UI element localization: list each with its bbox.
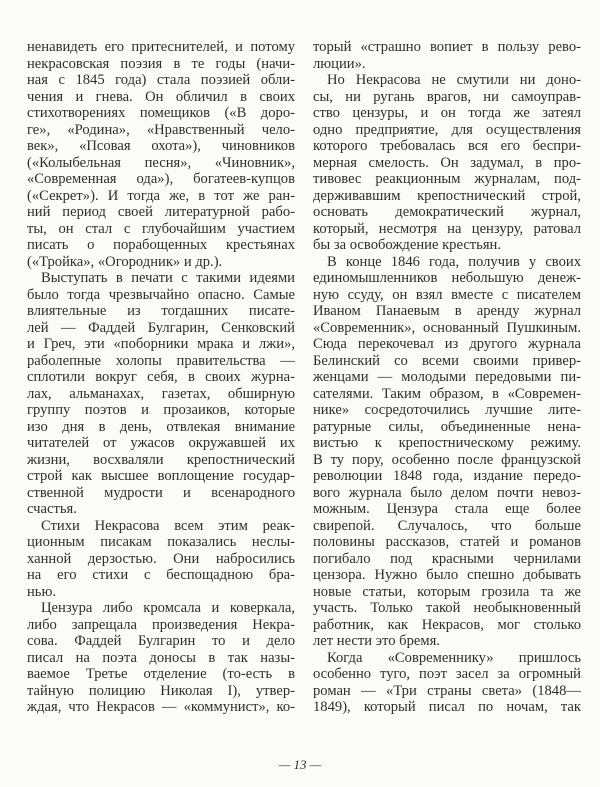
text-line: участь. Только такой необыкновенный (313, 600, 581, 616)
text-line: нью. (27, 583, 57, 600)
text-line: ную ссуду, он взял вместе с писателем (313, 286, 581, 303)
text-line: ваемое Третье отделение (то-есть в (27, 666, 295, 682)
text-line: ты, он стал с глубочайшим участием (27, 220, 295, 237)
text-line: ная с 1845 года) стала поэзией обли- (27, 72, 295, 88)
text-line: влиятельные из тогдашних писате- (27, 303, 295, 319)
text-line: особенно туго, поэт засел за огромный (313, 666, 581, 682)
text-line: ний период своей литературной рабо- (27, 204, 295, 220)
text-line: некрасовская поэзия в те годы (начи- (27, 55, 295, 72)
text-line: погибало под красными чернилами (313, 550, 581, 567)
text-line: на его стихи с беспощадною бра- (27, 567, 295, 583)
text-line: тайную полицию Николая I), утвер- (27, 682, 295, 699)
text-line: либо запрещала произведения Некра- (27, 616, 295, 633)
text-line: изо дня в день, отвлекая внимание (27, 418, 295, 435)
text-line: ге», «Родина», «Нравственный чело- (27, 121, 295, 138)
text-line: счастья. (27, 501, 77, 517)
text-line: группу поэтов и прозаиков, которые (27, 402, 295, 418)
text-line: чения и гнева. Он обличил в своих (27, 88, 295, 105)
paragraph (313, 650, 581, 716)
paragraph (27, 600, 295, 716)
page-number: — 13 — (278, 757, 322, 772)
text-line: роман — «Три страны света» (1848— (313, 682, 581, 699)
text-line: строй как высшее воплощение государ- (27, 468, 295, 484)
text-line: женцами — молодыми передовыми пи- (313, 369, 581, 385)
paragraph (313, 72, 581, 254)
text-line: работник, как Некрасов, мог столько (313, 616, 581, 633)
text-line: ство цензуры, и он тогда же затеял (313, 105, 581, 121)
text-line: стихотворениях помещиков («В доро- (27, 105, 295, 121)
text-line: люции». (313, 55, 366, 72)
text-line: ханной дерзостью. Они набросились (27, 550, 295, 567)
text-line: В ту пору, особенно после французской (313, 451, 581, 468)
text-line: 1849), который писал по ночам, так (313, 699, 581, 715)
text-line: «Современник», основанный Пушкиным. (313, 319, 581, 336)
text-line: который, несмотря на цензуру, ратовал (313, 220, 581, 237)
left-text-column (27, 39, 295, 716)
text-line: свирепой. Случалось, что больше (313, 517, 581, 534)
text-line: одно предприятие, для осуществления (313, 121, 581, 138)
text-line: Белинский со всеми своими привер- (313, 352, 581, 369)
text-line: ждая, что Некрасов — «коммунист», ко- (27, 699, 295, 715)
text-line: («Секрет»). И тогда же, в тот же ран- (27, 187, 295, 204)
text-line: которого требовалась вся его беспри- (313, 138, 581, 154)
paragraph (27, 270, 295, 518)
right-text-column (313, 39, 581, 716)
text-line: Когда «Современнику» пришлось (327, 649, 581, 666)
text-line: сплотили вокруг себя, в своих журна- (27, 369, 295, 385)
text-line: держивавшим крепостнический строй, (313, 187, 581, 204)
text-line: лет нести это бремя. (313, 633, 440, 649)
text-line: основать демократический журнал, (313, 204, 581, 220)
text-line: и Греч, эти «поборники мрака и лжи», (27, 336, 295, 352)
text-line: ненавидеть его притеснителей, и потому (27, 39, 295, 55)
text-line: сы, ни ругань врагов, ни самоуправ- (313, 88, 581, 105)
text-line: («Колыбельная песня», «Чиновник», (27, 154, 295, 171)
text-line: писать о порабощенных крестьянах (27, 237, 295, 253)
text-line: мерная смелость. Он задумал, в про- (313, 154, 581, 171)
text-line: писал на поэта доносы в так назы- (27, 649, 295, 666)
text-line: ратурные силы, объединенные нена- (313, 418, 581, 435)
text-line: ственной мудрости и всенародного (27, 484, 295, 501)
paragraph (27, 39, 295, 270)
text-line: вого журнала было делом почти невоз- (313, 484, 581, 501)
paragraph (313, 39, 581, 72)
text-line: сова. Фаддей Булгарин то и дело (27, 633, 295, 649)
text-line: Иваном Панаевым в аренду журнал (313, 303, 581, 319)
text-line: лей — Фаддей Булгарин, Сенковский (27, 319, 295, 336)
text-line: («Тройка», «Огородник» и др.). (27, 253, 223, 270)
text-line: «Современная ода»), богатеев-купцов (27, 171, 295, 187)
text-line: единомышленников небольшую денеж- (313, 270, 581, 286)
text-line: жизни, восхваляли крепостнический (27, 451, 295, 468)
text-line: раболепные холопы правительства — (27, 352, 295, 369)
text-line: Выступать в печати с такими идеями (41, 270, 295, 286)
text-line: Цензура либо кромсала и коверкала, (41, 600, 295, 616)
text-line: половины рассказов, статей и романов (313, 534, 581, 550)
text-line: Стихи Некрасова всем этим реак- (41, 517, 295, 534)
text-line: Сюда перекочевал из другого журнала (313, 336, 581, 352)
text-line: лах, альманахах, газетах, обширную (27, 385, 295, 402)
paragraph (27, 518, 295, 601)
paragraph (313, 254, 581, 650)
text-line: революции 1848 года, издание передо- (313, 468, 581, 484)
text-line: нике» сосредоточились лучшие лите- (313, 402, 581, 418)
text-line: читателей от ужасов окружавшей их (27, 435, 295, 451)
text-line: ционным писакам показались неслы- (27, 534, 295, 550)
text-line: можным. Цензура стала еще более (313, 501, 581, 517)
text-line: сателями. Таким образом, в «Современ- (313, 385, 581, 402)
text-line: цензора. Нужно было спешно добывать (313, 567, 581, 583)
text-line: новые статьи, которым грозила та же (313, 583, 581, 600)
text-line: Но Некрасова не смутили ни доно- (327, 72, 581, 88)
text-line: торый «страшно вопиет в пользу рево- (313, 39, 581, 55)
text-line: тивовес реакционным журналам, под- (313, 171, 581, 187)
text-line: вистью к крепостническому режиму. (313, 435, 581, 451)
text-line: бы за освобождение крестьян. (313, 237, 501, 253)
text-line: век», «Псовая охота»), чиновников (27, 138, 295, 154)
text-line: В конце 1846 года, получив у своих (327, 253, 581, 270)
text-line: было тогда чрезвычайно опасно. Самые (27, 286, 295, 303)
